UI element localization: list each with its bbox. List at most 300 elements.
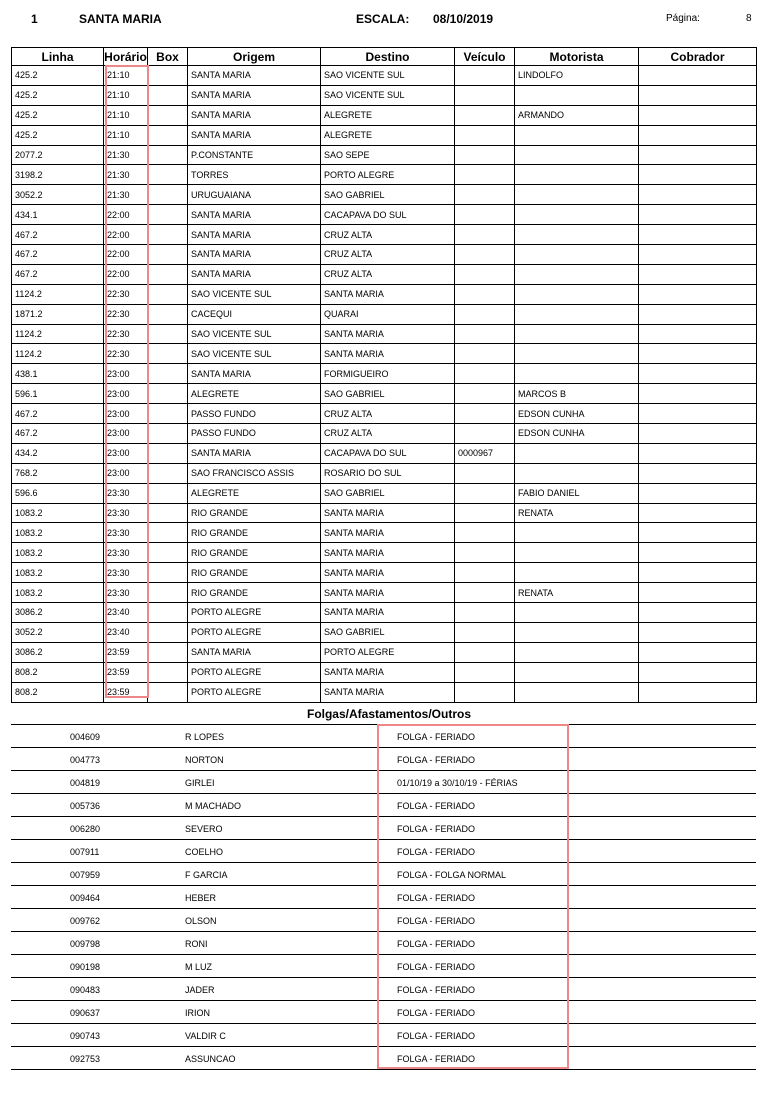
cell-origem: PORTO ALEGRE [188, 622, 321, 642]
employee-name: VALDIR C [185, 1031, 226, 1041]
cell-box [148, 364, 188, 384]
cell-veiculo [455, 364, 515, 384]
cell-origem: URUGUAIANA [188, 185, 321, 205]
employee-id: 004609 [70, 732, 101, 742]
cell-box [148, 344, 188, 364]
cell-linha: 1871.2 [12, 304, 104, 324]
cell-veiculo [455, 344, 515, 364]
page-label: Página: [666, 13, 700, 24]
cell-destino: CRUZ ALTA [321, 225, 455, 245]
cell-cobrador [639, 304, 757, 324]
cell-cobrador [639, 324, 757, 344]
cell-horario: 23:00 [104, 424, 148, 444]
cell-motorista: EDSON CUNHA [515, 404, 639, 424]
list-item [11, 839, 756, 862]
employee-name: RONI [185, 939, 208, 949]
cell-cobrador [639, 284, 757, 304]
cell-motorista [515, 622, 639, 642]
col-box: Box [148, 48, 188, 66]
cell-motorista [515, 523, 639, 543]
cell-box [148, 264, 188, 284]
absence-reason: FOLGA - FERIADO [397, 1031, 476, 1041]
table-row [12, 304, 757, 324]
cell-veiculo [455, 245, 515, 265]
cell-cobrador [639, 105, 757, 125]
cell-horario: 23:00 [104, 364, 148, 384]
cell-origem: ALEGRETE [188, 483, 321, 503]
cell-origem: SAO FRANCISCO ASSIS [188, 463, 321, 483]
cell-motorista: LINDOLFO [515, 66, 639, 86]
cell-origem: RIO GRANDE [188, 563, 321, 583]
cell-cobrador [639, 443, 757, 463]
employee-id: 090198 [70, 962, 101, 972]
employee-name: ASSUNCAO [185, 1054, 236, 1064]
cell-cobrador [639, 66, 757, 86]
cell-veiculo [455, 543, 515, 563]
cell-veiculo [455, 145, 515, 165]
table-row [12, 662, 757, 682]
list-item [11, 977, 756, 1000]
cell-box [148, 603, 188, 623]
cell-box [148, 523, 188, 543]
cell-linha: 467.2 [12, 404, 104, 424]
cell-motorista: RENATA [515, 503, 639, 523]
list-item [11, 931, 756, 954]
cell-origem: SANTA MARIA [188, 125, 321, 145]
cell-veiculo [455, 264, 515, 284]
cell-box [148, 503, 188, 523]
table-row [12, 324, 757, 344]
employee-id: 090743 [70, 1031, 101, 1041]
cell-box [148, 543, 188, 563]
cell-destino: SAO GABRIEL [321, 622, 455, 642]
cell-destino: SAO GABRIEL [321, 483, 455, 503]
cell-destino: SANTA MARIA [321, 563, 455, 583]
cell-cobrador [639, 523, 757, 543]
cell-box [148, 125, 188, 145]
cell-linha: 425.2 [12, 66, 104, 86]
cell-cobrador [639, 583, 757, 603]
absence-reason: FOLGA - FERIADO [397, 939, 476, 949]
list-item [11, 724, 756, 747]
cell-destino: SANTA MARIA [321, 523, 455, 543]
list-item [11, 793, 756, 816]
cell-cobrador [639, 145, 757, 165]
cell-motorista [515, 304, 639, 324]
cell-linha: 3086.2 [12, 603, 104, 623]
cell-linha: 3052.2 [12, 622, 104, 642]
table-row [12, 404, 757, 424]
cell-horario: 23:30 [104, 483, 148, 503]
cell-motorista [515, 205, 639, 225]
absence-reason: FOLGA - FERIADO [397, 847, 476, 857]
cell-horario: 23:00 [104, 384, 148, 404]
cell-veiculo [455, 66, 515, 86]
cell-cobrador [639, 603, 757, 623]
cell-cobrador [639, 463, 757, 483]
cell-linha: 425.2 [12, 105, 104, 125]
cell-motorista [515, 264, 639, 284]
table-row [12, 682, 757, 702]
cell-destino: ROSARIO DO SUL [321, 463, 455, 483]
absence-reason: FOLGA - FERIADO [397, 801, 476, 811]
cell-destino: SANTA MARIA [321, 603, 455, 623]
cell-horario: 23:59 [104, 662, 148, 682]
employee-name: R LOPES [185, 732, 225, 742]
cell-origem: SANTA MARIA [188, 443, 321, 463]
employee-name: COELHO [185, 847, 224, 857]
cell-motorista [515, 245, 639, 265]
cell-origem: PORTO ALEGRE [188, 662, 321, 682]
cell-veiculo [455, 284, 515, 304]
cell-horario: 23:30 [104, 543, 148, 563]
cell-horario: 22:00 [104, 264, 148, 284]
employee-id: 004773 [70, 755, 101, 765]
cell-box [148, 642, 188, 662]
list-item [11, 1000, 756, 1023]
employee-id: 005736 [70, 801, 101, 811]
cell-cobrador [639, 245, 757, 265]
table-row [12, 603, 757, 623]
cell-cobrador [639, 682, 757, 702]
cell-linha: 596.6 [12, 483, 104, 503]
cell-destino: PORTO ALEGRE [321, 642, 455, 662]
cell-box [148, 105, 188, 125]
cell-linha: 425.2 [12, 125, 104, 145]
cell-motorista [515, 364, 639, 384]
cell-motorista: EDSON CUNHA [515, 424, 639, 444]
cell-origem: CACEQUI [188, 304, 321, 324]
cell-box [148, 304, 188, 324]
cell-linha: 1124.2 [12, 324, 104, 344]
cell-veiculo [455, 125, 515, 145]
cell-veiculo [455, 225, 515, 245]
col-motorista: Motorista [515, 48, 639, 66]
cell-destino: CACAPAVA DO SUL [321, 205, 455, 225]
cell-cobrador [639, 563, 757, 583]
cell-destino: SANTA MARIA [321, 284, 455, 304]
cell-box [148, 563, 188, 583]
cell-box [148, 662, 188, 682]
cell-cobrador [639, 642, 757, 662]
table-row [12, 563, 757, 583]
report-header [0, 0, 767, 40]
cell-linha: 808.2 [12, 682, 104, 702]
cell-origem: PORTO ALEGRE [188, 682, 321, 702]
cell-cobrador [639, 622, 757, 642]
cell-cobrador [639, 662, 757, 682]
absence-reason: FOLGA - FERIADO [397, 755, 476, 765]
cell-motorista [515, 225, 639, 245]
cell-destino: CRUZ ALTA [321, 424, 455, 444]
cell-box [148, 225, 188, 245]
cell-origem: TORRES [188, 165, 321, 185]
absence-reason: FOLGA - FOLGA NORMAL [397, 870, 507, 880]
employee-id: 007959 [70, 870, 101, 880]
cell-horario: 22:30 [104, 304, 148, 324]
cell-origem: P.CONSTANTE [188, 145, 321, 165]
absence-reason: FOLGA - FERIADO [397, 1054, 476, 1064]
cell-linha: 1124.2 [12, 344, 104, 364]
col-veiculo: Veículo [455, 48, 515, 66]
cell-origem: SAO VICENTE SUL [188, 284, 321, 304]
col-horario: Horário [104, 49, 147, 64]
cell-cobrador [639, 205, 757, 225]
cell-box [148, 245, 188, 265]
table-row [12, 384, 757, 404]
list-item [11, 747, 756, 770]
folgas-title: Folgas/Afastamentos/Outros [306, 707, 472, 721]
absence-reason: FOLGA - FERIADO [397, 732, 476, 742]
absence-reason: FOLGA - FERIADO [397, 962, 476, 972]
table-row [12, 105, 757, 125]
cell-motorista [515, 344, 639, 364]
cell-box [148, 384, 188, 404]
list-item [11, 816, 756, 839]
list-item [11, 770, 756, 793]
cell-motorista [515, 463, 639, 483]
cell-linha: 3198.2 [12, 165, 104, 185]
cell-origem: SANTA MARIA [188, 66, 321, 86]
cell-veiculo [455, 384, 515, 404]
list-item [11, 885, 756, 908]
employee-name: M LUZ [185, 962, 212, 972]
cell-cobrador [639, 404, 757, 424]
cell-origem: RIO GRANDE [188, 503, 321, 523]
employee-name: SEVERO [185, 824, 223, 834]
cell-linha: 3052.2 [12, 185, 104, 205]
cell-veiculo [455, 642, 515, 662]
table-row [12, 543, 757, 563]
cell-destino: ALEGRETE [321, 125, 455, 145]
cell-motorista: FABIO DANIEL [515, 483, 639, 503]
cell-destino: SAO VICENTE SUL [321, 85, 455, 105]
cell-linha: 3086.2 [12, 642, 104, 662]
list-item [11, 908, 756, 931]
cell-motorista: MARCOS B [515, 384, 639, 404]
cell-cobrador [639, 165, 757, 185]
schedule-header-row [12, 48, 757, 66]
cell-destino: ALEGRETE [321, 105, 455, 125]
cell-destino: SANTA MARIA [321, 682, 455, 702]
report-number: 1 [31, 12, 38, 26]
cell-box [148, 424, 188, 444]
cell-veiculo [455, 424, 515, 444]
cell-destino: SAO GABRIEL [321, 185, 455, 205]
cell-linha: 467.2 [12, 424, 104, 444]
cell-horario: 23:00 [104, 443, 148, 463]
cell-motorista [515, 284, 639, 304]
table-row [12, 642, 757, 662]
col-destino: Destino [321, 48, 455, 66]
col-linha: Linha [12, 48, 104, 66]
cell-veiculo [455, 463, 515, 483]
cell-veiculo [455, 523, 515, 543]
table-row [12, 145, 757, 165]
cell-veiculo [455, 105, 515, 125]
list-item [11, 1046, 756, 1070]
cell-linha: 768.2 [12, 463, 104, 483]
table-row [12, 264, 757, 284]
cell-destino: CACAPAVA DO SUL [321, 443, 455, 463]
cell-origem: SANTA MARIA [188, 642, 321, 662]
cell-destino: PORTO ALEGRE [321, 165, 455, 185]
cell-horario: 23:30 [104, 583, 148, 603]
cell-motorista [515, 563, 639, 583]
cell-veiculo [455, 165, 515, 185]
table-row [12, 245, 757, 265]
cell-linha: 434.1 [12, 205, 104, 225]
cell-horario: 22:00 [104, 205, 148, 225]
table-row [12, 483, 757, 503]
cell-linha: 434.2 [12, 443, 104, 463]
absence-reason: FOLGA - FERIADO [397, 824, 476, 834]
employee-id: 004819 [70, 778, 101, 788]
cell-box [148, 583, 188, 603]
cell-destino: CRUZ ALTA [321, 404, 455, 424]
folgas-list [11, 724, 756, 1070]
employee-name: NORTON [185, 755, 224, 765]
cell-horario: 23:40 [104, 622, 148, 642]
employee-id: 006280 [70, 824, 101, 834]
cell-origem: SANTA MARIA [188, 105, 321, 125]
cell-linha: 425.2 [12, 85, 104, 105]
cell-origem: RIO GRANDE [188, 543, 321, 563]
table-row [12, 344, 757, 364]
col-origem: Origem [188, 48, 321, 66]
cell-veiculo [455, 622, 515, 642]
cell-origem: SANTA MARIA [188, 225, 321, 245]
cell-destino: SANTA MARIA [321, 662, 455, 682]
cell-motorista: ARMANDO [515, 105, 639, 125]
cell-cobrador [639, 364, 757, 384]
cell-destino: FORMIGUEIRO [321, 364, 455, 384]
table-row [12, 85, 757, 105]
cell-box [148, 165, 188, 185]
cell-motorista [515, 125, 639, 145]
cell-linha: 1083.2 [12, 563, 104, 583]
cell-origem: SAO VICENTE SUL [188, 344, 321, 364]
cell-box [148, 85, 188, 105]
cell-origem: ALEGRETE [188, 384, 321, 404]
cell-box [148, 145, 188, 165]
cell-cobrador [639, 264, 757, 284]
cell-box [148, 284, 188, 304]
cell-origem: RIO GRANDE [188, 583, 321, 603]
cell-veiculo [455, 483, 515, 503]
cell-motorista [515, 662, 639, 682]
cell-linha: 1083.2 [12, 523, 104, 543]
cell-cobrador [639, 85, 757, 105]
cell-horario: 21:30 [104, 185, 148, 205]
table-row [12, 463, 757, 483]
cell-cobrador [639, 125, 757, 145]
cell-motorista: RENATA [515, 583, 639, 603]
cell-linha: 1083.2 [12, 583, 104, 603]
cell-motorista [515, 443, 639, 463]
employee-name: F GARCIA [185, 870, 228, 880]
cell-motorista [515, 145, 639, 165]
cell-horario: 22:00 [104, 225, 148, 245]
table-row [12, 443, 757, 463]
cell-veiculo [455, 85, 515, 105]
cell-destino: CRUZ ALTA [321, 245, 455, 265]
cell-box [148, 404, 188, 424]
cell-box [148, 443, 188, 463]
cell-origem: SANTA MARIA [188, 85, 321, 105]
cell-origem: SAO VICENTE SUL [188, 324, 321, 344]
cell-box [148, 66, 188, 86]
cell-linha: 2077.2 [12, 145, 104, 165]
cell-linha: 1124.2 [12, 284, 104, 304]
cell-destino: SAO GABRIEL [321, 384, 455, 404]
absence-reason: FOLGA - FERIADO [397, 916, 476, 926]
cell-horario: 22:00 [104, 245, 148, 265]
cell-horario: 22:30 [104, 284, 148, 304]
cell-veiculo: 0000967 [455, 443, 515, 463]
cell-linha: 467.2 [12, 225, 104, 245]
cell-horario: 23:30 [104, 503, 148, 523]
cell-origem: SANTA MARIA [188, 264, 321, 284]
table-row [12, 125, 757, 145]
cell-origem: PORTO ALEGRE [188, 603, 321, 623]
employee-name: GIRLEI [185, 778, 215, 788]
absence-reason: FOLGA - FERIADO [397, 985, 476, 995]
table-row [12, 503, 757, 523]
cell-box [148, 483, 188, 503]
cell-horario: 23:30 [104, 563, 148, 583]
employee-id: 090483 [70, 985, 101, 995]
cell-horario: 22:30 [104, 344, 148, 364]
employee-id: 092753 [70, 1054, 101, 1064]
cell-horario: 23:40 [104, 603, 148, 623]
cell-veiculo [455, 563, 515, 583]
employee-id: 090637 [70, 1008, 101, 1018]
cell-cobrador [639, 503, 757, 523]
cell-cobrador [639, 424, 757, 444]
cell-linha: 808.2 [12, 662, 104, 682]
table-row [12, 424, 757, 444]
table-row [12, 364, 757, 384]
cell-motorista [515, 85, 639, 105]
list-item [11, 954, 756, 977]
employee-id: 009798 [70, 939, 101, 949]
table-row [12, 165, 757, 185]
employee-name: JADER [185, 985, 215, 995]
escala-date: 08/10/2019 [433, 12, 494, 26]
cell-veiculo [455, 682, 515, 702]
employee-id: 009464 [70, 893, 101, 903]
cell-horario: 21:10 [104, 66, 148, 86]
cell-linha: 467.2 [12, 245, 104, 265]
cell-origem: PASSO FUNDO [188, 404, 321, 424]
cell-destino: SANTA MARIA [321, 503, 455, 523]
absence-reason: FOLGA - FERIADO [397, 1008, 476, 1018]
cell-cobrador [639, 543, 757, 563]
cell-origem: SANTA MARIA [188, 364, 321, 384]
employee-name: IRION [185, 1008, 211, 1018]
cell-destino: SAO SEPE [321, 145, 455, 165]
location-title: SANTA MARIA [79, 12, 162, 26]
cell-box [148, 185, 188, 205]
table-row [12, 66, 757, 86]
employee-name: M MACHADO [185, 801, 241, 811]
absence-reason: FOLGA - FERIADO [397, 893, 476, 903]
cell-origem: SANTA MARIA [188, 205, 321, 225]
cell-horario: 23:00 [104, 463, 148, 483]
table-row [12, 185, 757, 205]
employee-name: HEBER [185, 893, 217, 903]
